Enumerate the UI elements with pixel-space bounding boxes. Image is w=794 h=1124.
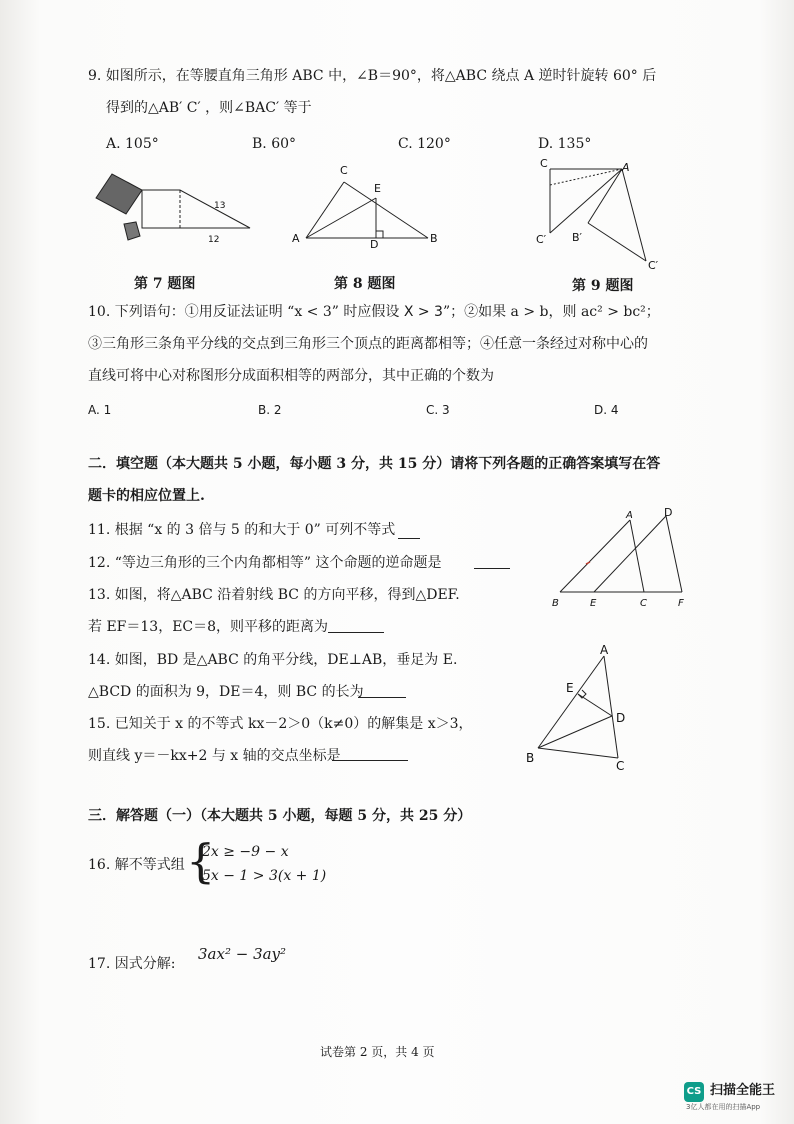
q12-text: 12. “等边三角形的三个内角都相等” 这个命题的逆命题是 xyxy=(88,555,442,571)
q9-option-b: B. 60° xyxy=(252,136,297,152)
fig7-label-12: 12 xyxy=(208,235,220,245)
q10-option-d: D. 4 xyxy=(594,403,619,417)
q14-answer-blank[interactable] xyxy=(358,697,406,698)
q10-line3: 直线可将中心对称图形分成面积相等的两部分，其中正确的个数为 xyxy=(88,368,494,384)
fig13-label-b: B xyxy=(552,598,559,609)
page-footer: 试卷第 2 页，共 4 页 xyxy=(320,1045,435,1059)
fig9-label-cprime: C′ xyxy=(648,259,659,272)
q10-line1-part-b: X > 3 xyxy=(403,304,443,320)
fig8-label-e: E xyxy=(374,182,381,195)
q16-equation-2: 5x − 1 > 3(x + 1) xyxy=(202,868,327,884)
fig9-label-a: A xyxy=(622,161,630,174)
figure-8 xyxy=(288,158,448,250)
q17-expression: 3ax² − 3ay² xyxy=(198,945,287,963)
fig9-label-c-left: C′ xyxy=(536,233,547,246)
q12-answer-blank[interactable] xyxy=(474,568,510,569)
q9-option-c: C. 120° xyxy=(398,136,451,152)
fig13-label-e: E xyxy=(590,598,597,609)
q10-line1 xyxy=(88,302,660,322)
fig9-label-bprime: B′ xyxy=(572,231,583,244)
watermark-tagline: 3亿人都在用的扫描App xyxy=(686,1103,761,1111)
q10-line1-part-a: 10. 下列语句：①用反证法证明 “x < 3” 时应假设 xyxy=(88,304,404,320)
q13-line1: 13. 如图，将△ABC 沿着射线 BC 的方向平移，得到△DEF. xyxy=(88,587,460,603)
fig13-label-d: D xyxy=(664,506,673,519)
figure-9 xyxy=(530,155,670,275)
q16-label: 16. 解不等式组 xyxy=(88,857,185,873)
section2-heading-line1: 二．填空题（本大题共 5 小题，每小题 3 分，共 15 分）请将下列各题的正确答案填写在答 xyxy=(88,456,661,472)
fig14-label-e: E xyxy=(566,681,574,695)
q15-answer-blank[interactable] xyxy=(332,760,408,761)
fig9-label-c-top: C xyxy=(540,157,548,170)
q9-option-a: A. 105° xyxy=(106,136,159,152)
q15-line1: 15. 已知关于 x 的不等式 kx－2＞0（k≠0）的解集是 x＞3， xyxy=(88,716,473,732)
fig8-caption: 第 8 题图 xyxy=(334,276,396,292)
fig8-label-c: C xyxy=(340,164,348,177)
figure-q13 xyxy=(546,506,696,610)
q13-answer-blank[interactable] xyxy=(328,632,384,633)
q16-equation-1: 2x ≥ −9 − x xyxy=(202,844,289,860)
fig7-label-13: 13 xyxy=(214,201,226,211)
q10-line1-part-c: ”；②如果 a > b，则 ac² > bc²； xyxy=(442,304,660,320)
q11-answer-blank[interactable] xyxy=(398,538,420,539)
q10-option-a: A. 1 xyxy=(88,403,112,417)
section3-heading: 三．解答题（一）（本大题共 5 小题，每题 5 分，共 25 分） xyxy=(88,808,472,824)
fig13-label-a: A xyxy=(626,510,633,521)
camscanner-logo-icon: CS xyxy=(684,1082,704,1102)
q15-line2: 则直线 y＝－kx+2 与 x 轴的交点坐标是 xyxy=(88,748,341,764)
fig14-label-d: D xyxy=(616,711,626,725)
fig7-caption: 第 7 题图 xyxy=(134,276,196,292)
q9-line2: 得到的△AB′ C′ ，则∠BAC′ 等于 xyxy=(106,100,312,116)
q17-label: 17. 因式分解: xyxy=(88,956,176,972)
q16-brace: { xyxy=(186,834,216,888)
q10-option-b: B. 2 xyxy=(258,403,282,417)
q10-option-c: C. 3 xyxy=(426,403,450,417)
q9-option-d: D. 135° xyxy=(538,136,592,152)
q9-line1: 9. 如图所示，在等腰直角三角形 ABC 中，∠B＝90°，将△ABC 绕点 A 逆时针旋转 60° 后 xyxy=(88,68,657,84)
figure-7 xyxy=(90,168,260,248)
section2-heading-line2: 题卡的相应位置上. xyxy=(88,488,205,504)
fig14-label-b: B xyxy=(526,751,535,765)
figure-q14 xyxy=(520,640,640,774)
q10-line2: ③三角形三条角平分线的交点到三角形三个顶点的距离都相等；④任意一条经过对称中心的 xyxy=(88,336,648,352)
fig8-label-a: A xyxy=(292,232,300,245)
fig8-label-b: B xyxy=(430,232,438,245)
q11-text: 11. 根据 “x 的 3 倍与 5 的和大于 0” 可列不等式 xyxy=(88,522,396,538)
fig13-label-f: F xyxy=(678,598,684,609)
fig13-label-c: C xyxy=(640,598,647,609)
fig8-label-d: D xyxy=(370,238,379,250)
watermark-brand: 扫描全能王 xyxy=(710,1083,776,1098)
q14-line2: △BCD 的面积为 9，DE＝4，则 BC 的长为 xyxy=(88,684,364,700)
fig9-caption: 第 9 题图 xyxy=(572,278,634,294)
fig14-label-c: C xyxy=(616,759,625,773)
fig14-label-a: A xyxy=(600,643,609,657)
q14-line1: 14. 如图，BD 是△ABC 的角平分线，DE⊥AB，垂足为 E. xyxy=(88,652,458,668)
q13-line2: 若 EF＝13，EC＝8，则平移的距离为 xyxy=(88,619,329,635)
